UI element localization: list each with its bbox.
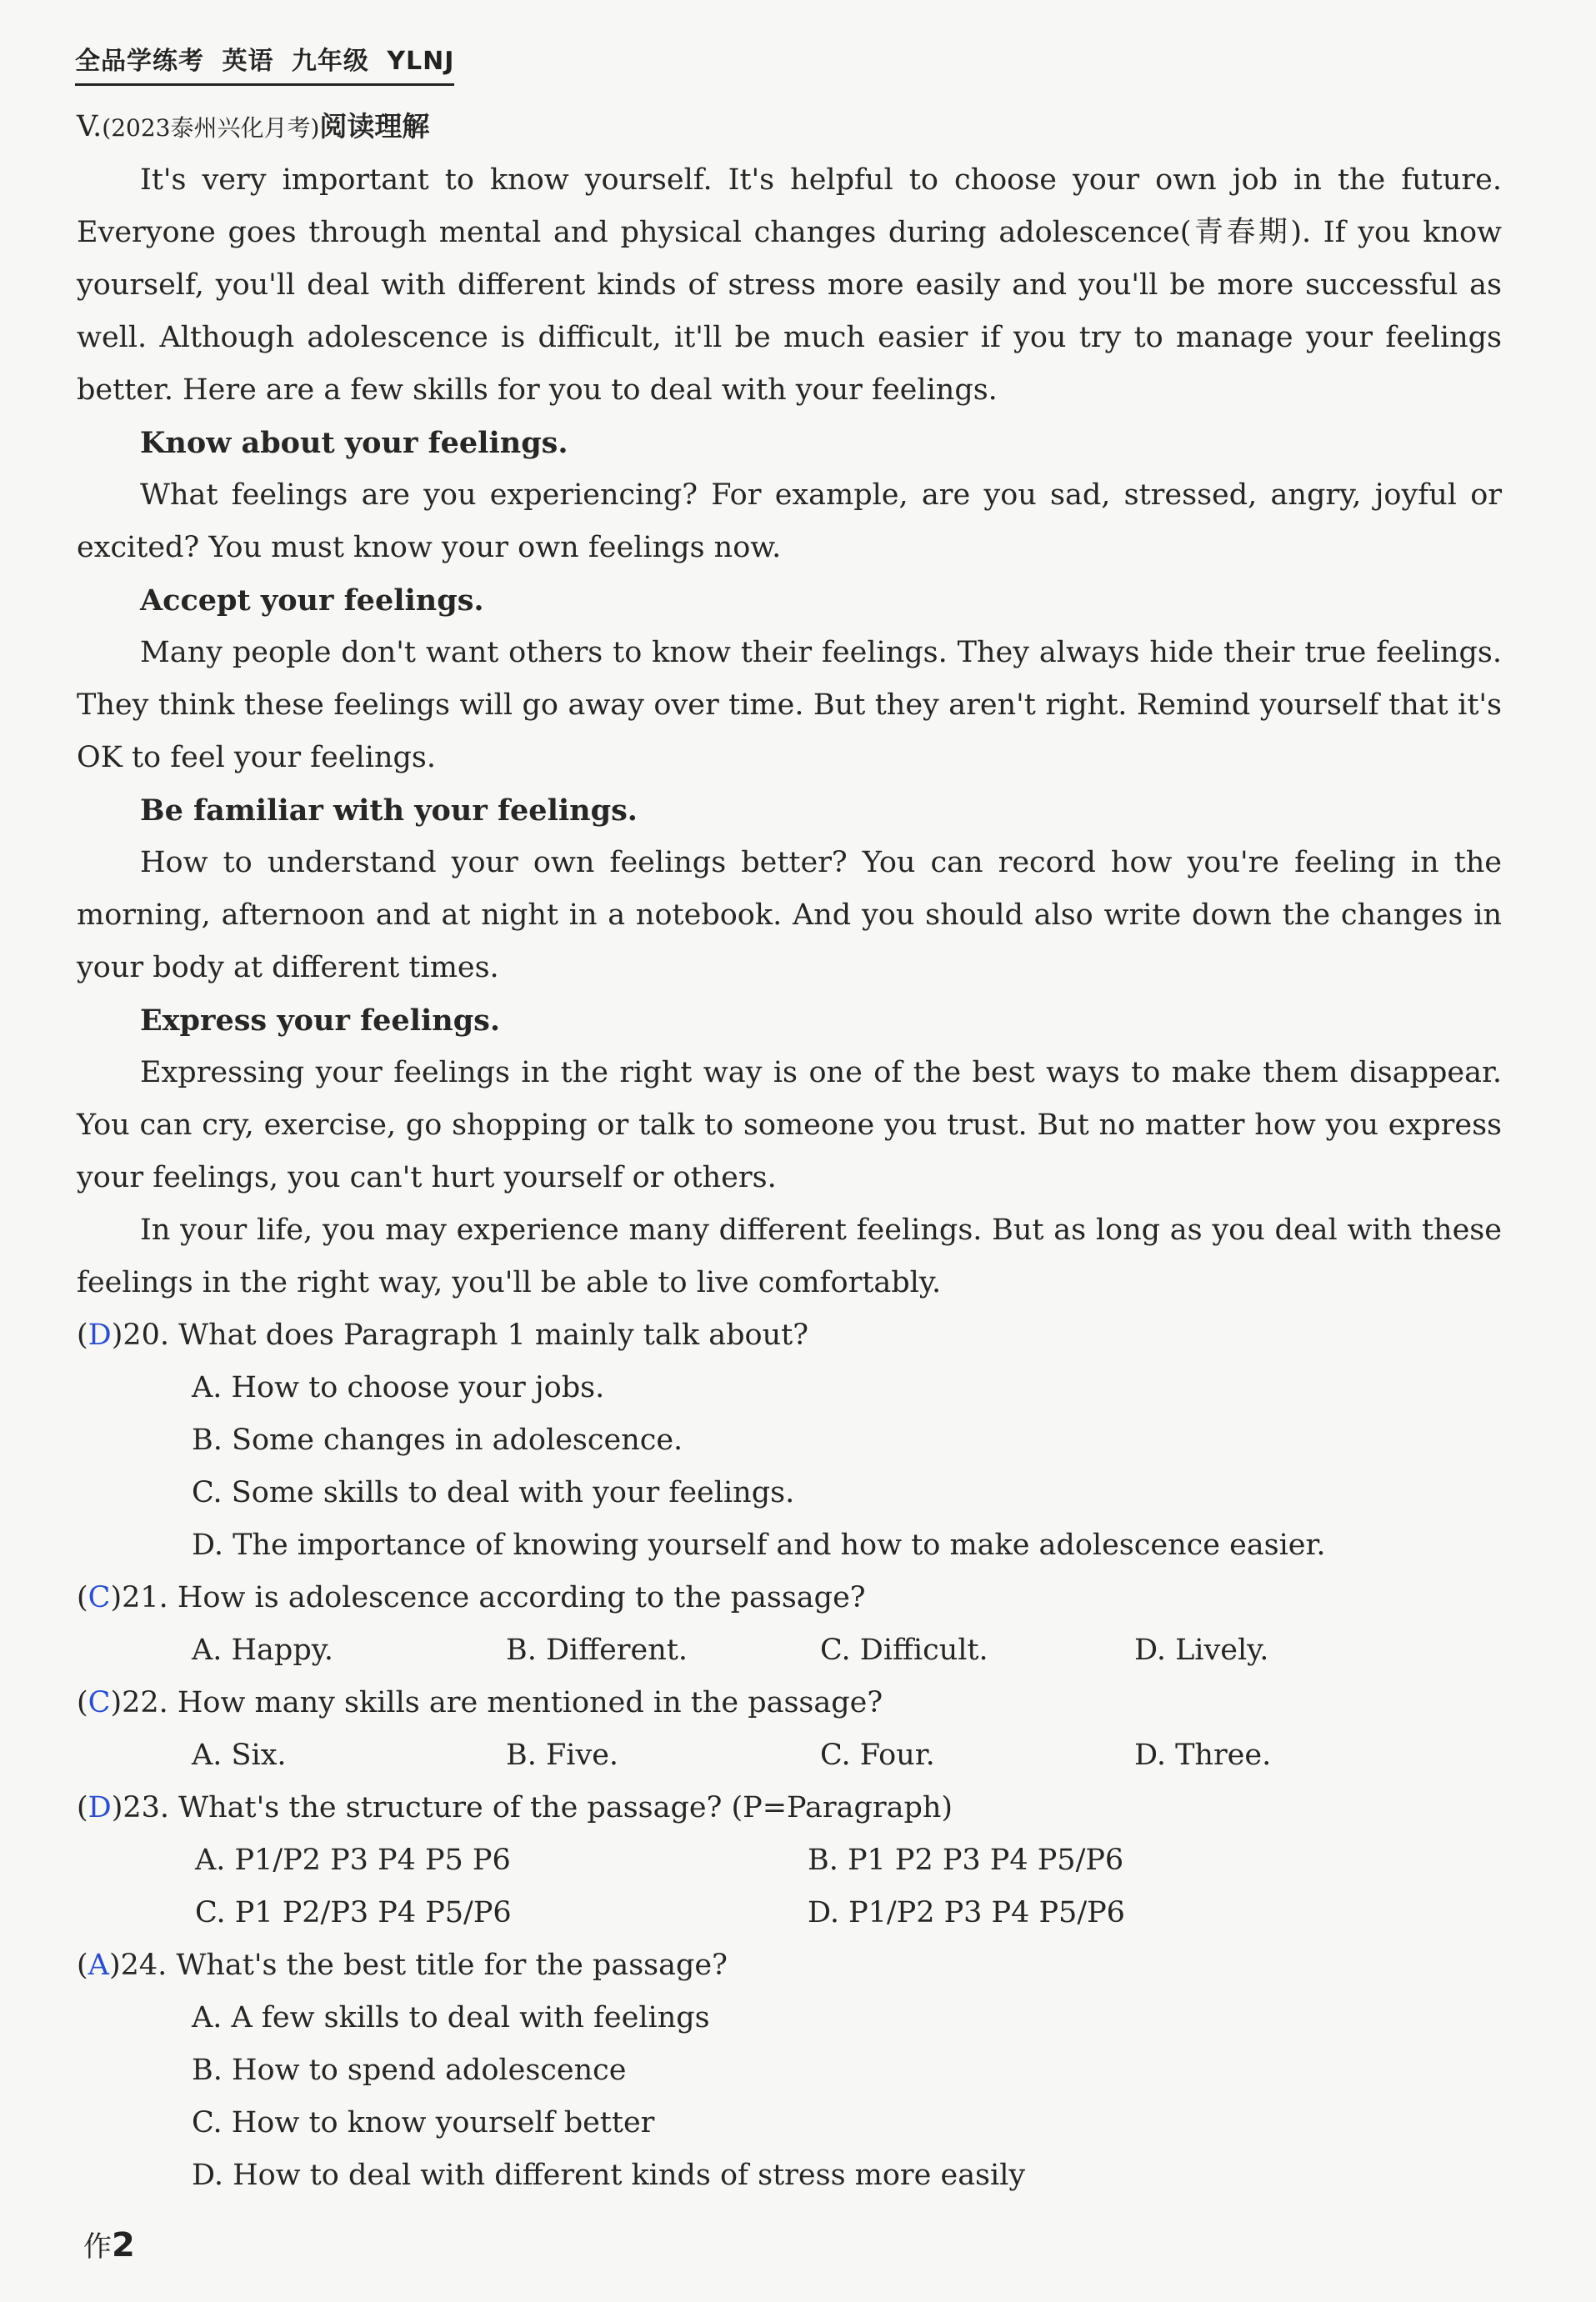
option-21-d: D. Lively. (1134, 1634, 1269, 1667)
question-21-text: 21. How is adolescence according to the passage? (122, 1581, 866, 1614)
option-23-a: A. P1/P2 P3 P4 P5 P6 (195, 1844, 511, 1877)
paragraph-2: What feelings are you experiencing? For example, are you sad, stressed, angry, joyful or excited? You must know your own feelings now. (77, 478, 1502, 564)
option-22-d: D. Three. (1134, 1739, 1272, 1772)
option-24-a: A. A few skills to deal with feelings (192, 2001, 710, 2034)
question-24: (A)24. What's the best title for the passage? (77, 1949, 728, 1982)
question-21: (C)21. How is adolescence according to the passage? (77, 1581, 866, 1614)
answer-24: A (88, 1949, 109, 1982)
option-23-c: C. P1 P2/P3 P4 P5/P6 (195, 1896, 512, 1929)
option-21-a: A. Happy. (192, 1634, 333, 1667)
section-name: 阅读理解 (319, 110, 430, 143)
paragraph-5: Expressing your feelings in the right way is one of the best ways to make them disappear. You can cry, exercise, go shopping or talk to someone you trust. But no matter how you express your feelings, you can't hurt yourself or others. (77, 1056, 1502, 1194)
option-22-b: B. Five. (506, 1739, 619, 1772)
question-20-text: 20. What does Paragraph 1 mainly talk about? (123, 1319, 808, 1352)
options-21 (77, 1624, 1502, 1677)
paragraph-6: In your life, you may experience many different feelings. But as long as you deal with these feelings in the right way, you'll be able to live comfortably. (77, 1214, 1502, 1299)
subheading-express: Express your feelings. (140, 1003, 501, 1038)
section-number: V. (77, 110, 103, 143)
paragraph-4: How to understand your own feelings better? You can record how you're feeling in the morning, afternoon and at night in a notebook. And you should also write down the changes in your body at different times. (77, 846, 1502, 984)
paragraph-3: Many people don't want others to know their feelings. They always hide their true feelings. They think these feelings will go away over time. But they aren't right. Remind yourself that it's OK to feel your feelings. (77, 636, 1502, 774)
options-22 (77, 1729, 1502, 1782)
option-20-a: A. How to choose your jobs. (192, 1371, 605, 1404)
question-22: (C)22. How many skills are mentioned in the passage? (77, 1686, 883, 1719)
answer-21: C (88, 1581, 111, 1614)
answer-22: C (88, 1686, 111, 1719)
option-24-c: C. How to know yourself better (192, 2106, 655, 2139)
footer-label: 作 (83, 2230, 112, 2264)
options-23-row-2 (77, 1887, 1502, 1939)
option-23-b: B. P1 P2 P3 P4 P5/P6 (808, 1844, 1124, 1877)
options-23-row-1 (77, 1834, 1502, 1887)
reading-section (77, 100, 1502, 2202)
answer-20: D (88, 1319, 112, 1352)
question-22-text: 22. How many skills are mentioned in the passage? (122, 1686, 883, 1719)
option-24-d: D. How to deal with different kinds of stress more easily (192, 2159, 1026, 2192)
answer-23: D (88, 1791, 112, 1824)
subheading-know: Know about your feelings. (140, 426, 568, 460)
option-20-d: D. The importance of knowing yourself and how to make adolescence easier. (192, 1529, 1326, 1562)
option-24-b: B. How to spend adolescence (192, 2054, 627, 2087)
book-header: 全品学练考 英语 九年级 YLNJ (75, 40, 454, 86)
question-23-text: 23. What's the structure of the passage? (P=Paragraph) (123, 1791, 953, 1824)
option-23-d: D. P1/P2 P3 P4 P5/P6 (808, 1896, 1125, 1929)
question-23: (D)23. What's the structure of the passage? (P=Paragraph) (77, 1791, 953, 1824)
option-22-c: C. Four. (820, 1739, 935, 1772)
section-source: (2023泰州兴化月考) (102, 114, 320, 142)
option-20-b: B. Some changes in adolescence. (192, 1424, 683, 1457)
page-footer (83, 2224, 135, 2264)
question-24-text: 24. What's the best title for the passage? (120, 1949, 728, 1982)
question-20: (D)20. What does Paragraph 1 mainly talk about? (77, 1319, 808, 1352)
section-title (77, 100, 1502, 154)
paragraph-1: It's very important to know yourself. It's helpful to choose your own job in the future. Everyone goes through mental and physical changes during adolescence(青春期). If you know yourself, you'll deal with different kinds of stress more easily and you'll be more successful as well. Although adolescence is difficult, it'll be much easier if you try to manage your feelings better. Here are a few skills for you to deal with your feelings. (77, 163, 1502, 407)
option-22-a: A. Six. (192, 1739, 287, 1772)
option-21-b: B. Different. (506, 1634, 688, 1667)
subheading-accept: Accept your feelings. (140, 583, 484, 618)
option-20-c: C. Some skills to deal with your feelings. (192, 1476, 795, 1509)
subheading-familiar: Be familiar with your feelings. (140, 793, 638, 828)
option-21-c: C. Difficult. (820, 1634, 988, 1667)
page-number: 2 (112, 2226, 135, 2264)
